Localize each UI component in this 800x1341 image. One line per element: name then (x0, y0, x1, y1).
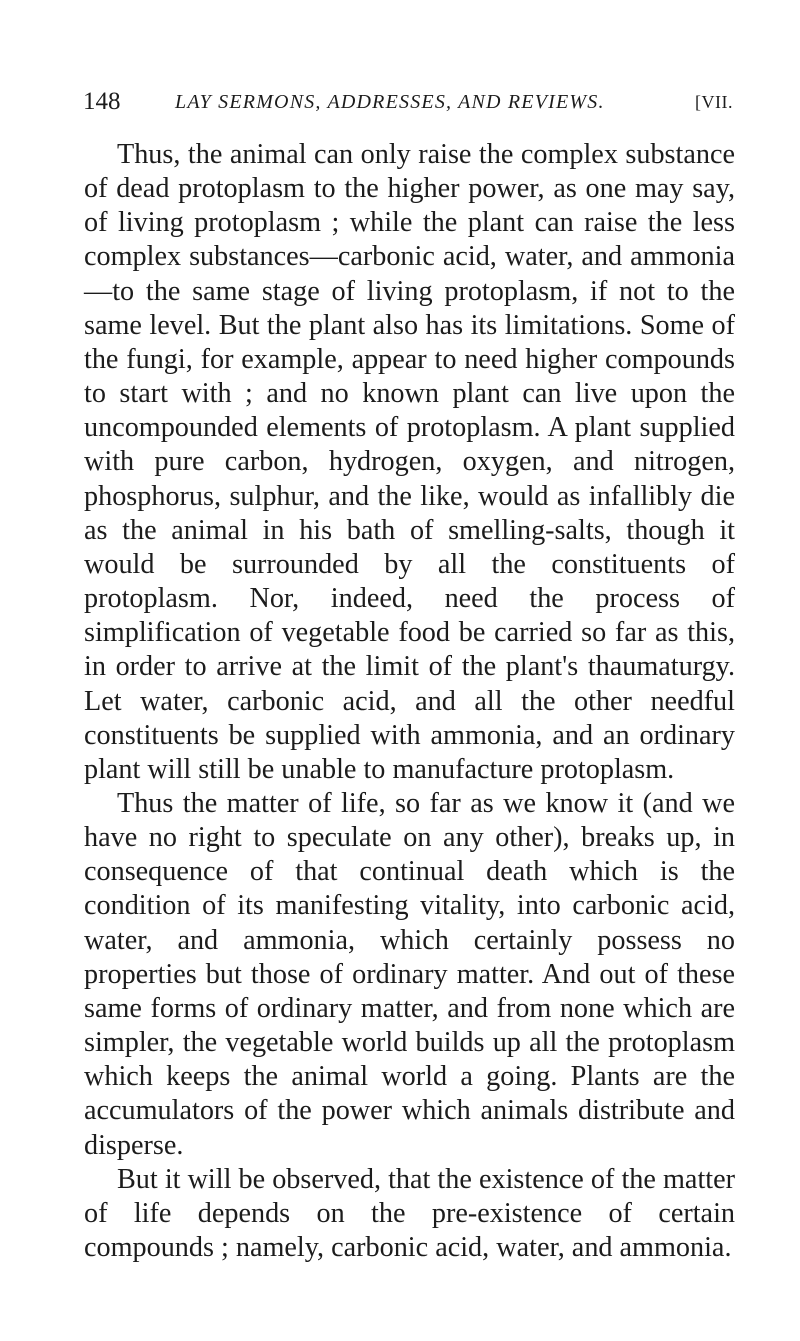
running-title: LAY SERMONS, ADDRESSES, AND REVIEWS. (175, 91, 605, 113)
body-text (84, 138, 735, 1265)
paragraph-3: But it will be observed, that the existence of the matter of life depends on the pre-existence of certain compounds ; namely, carbonic acid, water, and ammonia. (84, 1163, 735, 1263)
paragraph-1: Thus, the animal can only raise the complex substance of dead protoplasm to the higher power, as one may say, of living protoplasm ; while the plant can raise the less complex substances—carbonic acid, water, and ammonia—to the same stage of living protoplasm, if not to the same level. But the plant also has its limitations. Some of the fungi, for example, appear to need higher compounds to start with ; and no known plant can live upon the uncompounded elements of protoplasm. A plant supplied with pure carbon, hydrogen, oxygen, and nitrogen, phosphorus, sulphur, and the like, would as infallibly die as the animal in his bath of smelling-salts, though it would be surrounded by all the constituents of protoplasm. Nor, indeed, need the process of simplification of vegetable food be carried so far as this, in order to arrive at the limit of the plant's thaumaturgy. Let water, carbonic acid, and all the other needful constituents be supplied with ammonia, and an ordinary plant will still be unable to manufacture protoplasm. (84, 139, 735, 785)
paragraph-2: Thus the matter of life, so far as we know it (and we have no right to speculate on any other), breaks up, in consequence of that continual death which is the condition of its manifesting vitality, into carbonic acid, water, and ammonia, which certainly possess no properties but those of ordinary matter. And out of these same forms of ordinary matter, and from none which are simpler, the vegetable world builds up all the protoplasm which keeps the animal world a going. Plants are the accumulators of the power which animals distribute and disperse. (84, 787, 735, 1161)
running-header (83, 85, 733, 119)
page-number: 148 (83, 88, 121, 115)
chapter-mark: [VII. (695, 92, 733, 112)
